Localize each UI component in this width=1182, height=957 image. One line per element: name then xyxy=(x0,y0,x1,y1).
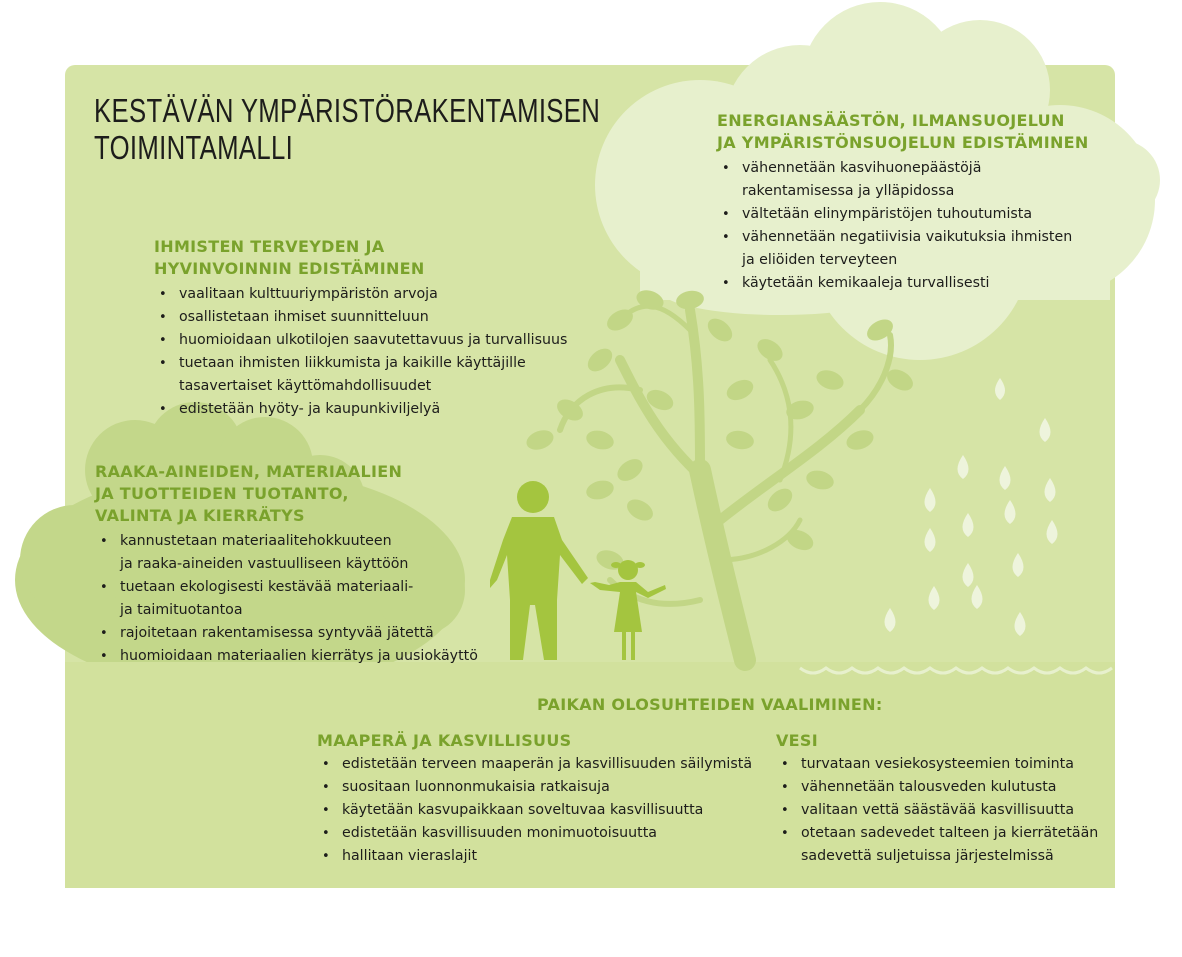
heading-line: JA YMPÄRISTÖNSUOJELUN EDISTÄMINEN xyxy=(717,133,1089,152)
list-item: • käytetään kasvupaikkaan soveltuvaa kasvillisuutta xyxy=(317,799,752,822)
list-item: • vähennetään negatiivisia vaikutuksia ihmisten ja eliöiden terveyteen xyxy=(717,226,1089,272)
title-line-1: KESTÄVÄN YMPÄRISTÖRAKENTAMISEN xyxy=(94,92,601,129)
list-item: • tuetaan ekologisesti kestävää materiaali- ja taimituotantoa xyxy=(95,576,478,622)
section-materials xyxy=(95,461,478,668)
list-item: • huomioidaan materiaalien kierrätys ja uusiokäyttö xyxy=(95,645,478,668)
list-item: • rajoitetaan rakentamisessa syntyvää jätettä xyxy=(95,622,478,645)
heading-line: RAAKA-AINEIDEN, MATERIAALIEN xyxy=(95,462,403,481)
bullet-list xyxy=(95,530,478,668)
child-figure-illustration xyxy=(590,560,666,660)
list-item: • turvataan vesiekosysteemien toiminta xyxy=(776,753,1098,776)
list-item: • edistetään kasvillisuuden monimuotoisuutta xyxy=(317,822,752,845)
bullet-list xyxy=(717,157,1089,295)
section-heading xyxy=(776,730,1098,752)
list-item: • vältetään elinympäristöjen tuhoutumista xyxy=(717,203,1089,226)
list-item: • valitaan vettä säästävää kasvillisuutta xyxy=(776,799,1098,822)
section-health xyxy=(154,236,567,421)
list-item: • suositaan luonnonmukaisia ratkaisuja xyxy=(317,776,752,799)
site-conditions-heading: PAIKAN OLOSUHTEIDEN VAALIMINEN: xyxy=(537,695,883,714)
list-item: • vaalitaan kulttuuriympäristön arvoja xyxy=(154,283,567,306)
list-item: • vähennetään kasvihuonepäästöjä rakentamisessa ja ylläpidossa xyxy=(717,157,1089,203)
section-soil xyxy=(317,730,752,868)
list-item: • vähennetään talousveden kulutusta xyxy=(776,776,1098,799)
bullet-list xyxy=(776,753,1098,868)
title-line-2: TOIMINTAMALLI xyxy=(94,129,294,166)
heading-line: VESI xyxy=(776,731,818,750)
section-heading xyxy=(95,461,478,527)
heading-line: IHMISTEN TERVEYDEN JA xyxy=(154,237,385,256)
list-item: • hallitaan vieraslajit xyxy=(317,845,752,868)
adult-figure-illustration xyxy=(490,481,588,660)
heading-line: JA TUOTTEIDEN TUOTANTO, xyxy=(95,484,349,503)
heading-line: VALINTA JA KIERRÄTYS xyxy=(95,506,305,525)
bullet-list xyxy=(154,283,567,421)
list-item: • otetaan sadevedet talteen ja kierrätetään sadevettä suljetuissa järjestelmissä xyxy=(776,822,1098,868)
list-item: • osallistetaan ihmiset suunnitteluun xyxy=(154,306,567,329)
heading-line: ENERGIANSÄÄSTÖN, ILMANSUOJELUN xyxy=(717,111,1065,130)
list-item: • huomioidaan ulkotilojen saavutettavuus ja turvallisuus xyxy=(154,329,567,352)
bullet-list xyxy=(317,753,752,868)
section-heading xyxy=(154,236,567,280)
list-item: • edistetään hyöty- ja kaupunkiviljelyä xyxy=(154,398,567,421)
list-item: • edistetään terveen maaperän ja kasvillisuuden säilymistä xyxy=(317,753,752,776)
heading-line: HYVINVOINNIN EDISTÄMINEN xyxy=(154,259,425,278)
raindrops-illustration xyxy=(885,378,1058,636)
section-water xyxy=(776,730,1098,868)
section-heading xyxy=(317,730,752,752)
list-item: • tuetaan ihmisten liikkumista ja kaikille käyttäjille tasavertaiset käyttömahdollisuudet xyxy=(154,352,567,398)
list-item: • käytetään kemikaaleja turvallisesti xyxy=(717,272,1089,295)
section-heading xyxy=(717,110,1089,154)
list-item: • kannustetaan materiaalitehokkuuteen ja raaka-aineiden vastuulliseen käyttöön xyxy=(95,530,478,576)
section-energy xyxy=(717,110,1089,295)
heading-line: MAAPERÄ JA KASVILLISUUS xyxy=(317,731,572,750)
page-title xyxy=(94,92,600,166)
